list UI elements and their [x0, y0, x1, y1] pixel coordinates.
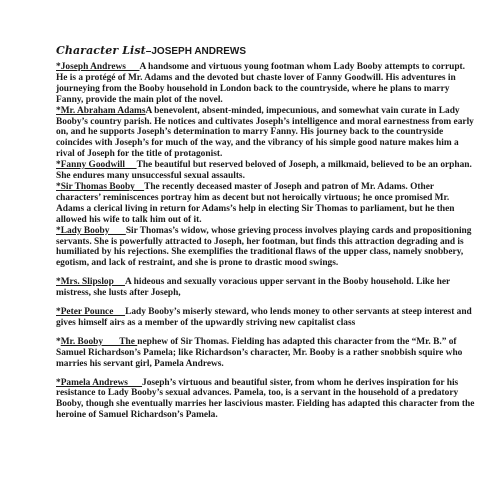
title-main: Character List	[56, 44, 146, 57]
character-entry-pamela-andrews	[56, 378, 477, 422]
character-name: *Joseph Andrews	[56, 62, 140, 72]
character-prefix: *	[56, 336, 61, 347]
character-entry-mrs-slipslop	[56, 277, 477, 299]
character-name: *Peter Pounce	[56, 307, 126, 318]
character-name: *Fanny Goodwill	[56, 160, 137, 171]
document-title	[56, 44, 477, 59]
character-entry-mr-booby	[56, 337, 477, 370]
title-subtitle: –JOSEPH ANDREWS	[145, 46, 247, 57]
character-name: *Lady Booby	[56, 225, 126, 236]
character-name: Mr. Booby The	[60, 336, 138, 347]
character-description: Lady Booby’s miserly steward, who lends money to other servants at steep interest and gives himself airs as a member of the upwardly striving new capitalist class	[56, 307, 472, 328]
character-description: nephew of Sir Thomas. Fielding has adapted this character from the “Mr. B.” of Samuel Richardson’s Pamela; like Richardson’s character, Mr. Booby is a rather snobbish squire who marries his servant girl, Pamela Andrews.	[56, 336, 463, 369]
character-description: A benevolent, absent-minded, impecunious, and somewhat vain curate in Lady Booby’s country parish. He notices and cultivates Joseph’s intelligence and moral earnestness from early on, and he supports Joseph’s determination to marry Fanny. His journey back to the countryside coincides with Joseph’s for much of the way, and the vibrancy of his simple good nature makes him a rival of Joseph for the title of protagonist.	[56, 105, 474, 160]
character-description: A handsome and virtuous young footman whom Lady Booby attempts to corrupt. He is a protégé of Mr. Adams and the devoted but chaste lover of Fanny Goodwill. His adventures in journeying from the Booby household in London back to the countryside, where he plans to marry Fanny, provide the main plot of the novel.	[56, 62, 466, 105]
character-name: *Mr. Abraham Adams	[56, 105, 146, 116]
character-description: The recently deceased master of Joseph and patron of Mr. Adams. Other characters’ reminiscences portray him as decent but not heroically virtuous; he once promised Mr. Adams a clerical living in return for Adams’s help in electing Sir Thomas to parliament, but he then allowed his wife to talk him out of it.	[56, 181, 455, 225]
character-entry-fanny-goodwill	[56, 160, 477, 182]
character-description: The beautiful but reserved beloved of Joseph, a milkmaid, believed to be an orphan. She endures many unsuccessful sexual assaults.	[56, 160, 472, 182]
character-description: Joseph’s virtuous and beautiful sister, from whom he derives inspiration for his resistance to Lady Booby’s sexual advances. Pamela, too, is a servant in the household of a predatory Booby, though she eventually marries her lascivious master. Fielding has adapted this character from the heroine of Samuel Richardson’s Pamela.	[56, 377, 475, 421]
character-entry-peter-pounce	[56, 307, 477, 329]
character-entry-sir-thomas-booby	[56, 182, 477, 226]
character-entry-lady-booby	[56, 226, 477, 270]
character-name: *Pamela Andrews	[56, 377, 143, 388]
character-entry-joseph-andrews	[56, 62, 477, 106]
character-description: Sir Thomas’s widow, whose grieving process involves playing cards and propositioning servants. She is powerfully attracted to Joseph, her footman, but finds this attraction degrading and is humiliated by his rejections. She exemplifies the traditional flaws of the upper class, namely snobbery, egotism, and lack of restraint, and she is prone to drastic mood swings.	[56, 225, 472, 269]
character-entry-abraham-adams	[56, 106, 477, 161]
character-name: *Mrs. Slipslop	[56, 277, 126, 288]
character-description: A hideous and sexually voracious upper servant in the Booby household. Like her mistress, she lusts after Joseph,	[56, 277, 451, 299]
character-name: *Sir Thomas Booby	[56, 181, 145, 192]
